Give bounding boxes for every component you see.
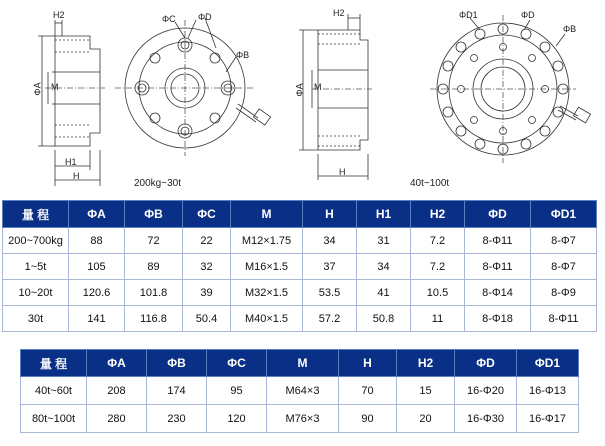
- header-cell: ΦA: [87, 350, 147, 377]
- spec-table-small: [2, 200, 597, 332]
- header-cell: ΦD: [465, 201, 531, 228]
- table-cell: 40t~60t: [21, 377, 87, 405]
- table-cell: 8-Φ11: [465, 228, 531, 254]
- left-label-m: M: [51, 82, 59, 92]
- right-side-view: [299, 14, 372, 180]
- left-label-h: H: [73, 171, 80, 181]
- table-cell: 16-Φ13: [517, 377, 579, 405]
- table-row: [3, 280, 597, 306]
- table-cell: 8-Φ7: [531, 254, 597, 280]
- table-cell: 16-Φ17: [517, 405, 579, 433]
- header-cell: H2: [397, 350, 455, 377]
- table-cell: 34: [357, 254, 411, 280]
- header-cell: ΦB: [125, 201, 183, 228]
- table-cell: 7.2: [411, 228, 465, 254]
- table-cell: 10~20t: [3, 280, 69, 306]
- table-cell: M76×3: [267, 405, 339, 433]
- table-cell: 101.8: [125, 280, 183, 306]
- table-cell: 8-Φ9: [531, 280, 597, 306]
- table-cell: M12×1.75: [231, 228, 303, 254]
- header-cell: H: [303, 201, 357, 228]
- left-label-h2: H2: [53, 10, 65, 20]
- table-row: [3, 254, 597, 280]
- table-cell: 8-Φ14: [465, 280, 531, 306]
- table-cell: 11: [411, 306, 465, 332]
- right-label-phia: ΦA: [294, 83, 305, 97]
- table-row: [21, 377, 579, 405]
- table-cell: 22: [183, 228, 231, 254]
- table-cell: 8-Φ11: [531, 306, 597, 332]
- table-cell: 208: [87, 377, 147, 405]
- right-label-h2: H2: [333, 8, 345, 18]
- left-caption: 200kg~30t: [134, 178, 181, 189]
- table-cell: 39: [183, 280, 231, 306]
- header-cell: M: [267, 350, 339, 377]
- table-cell: M16×1.5: [231, 254, 303, 280]
- header-cell: ΦA: [69, 201, 125, 228]
- table-cell: 120.6: [69, 280, 125, 306]
- right-label-h: H: [339, 167, 346, 177]
- table-cell: 8-Φ7: [531, 228, 597, 254]
- table-cell: 7.2: [411, 254, 465, 280]
- table-cell: 32: [183, 254, 231, 280]
- table-row: [21, 405, 579, 433]
- left-top-view: [115, 18, 271, 156]
- header-cell: H1: [357, 201, 411, 228]
- table-cell: 8-Φ11: [465, 254, 531, 280]
- table-cell: 70: [339, 377, 397, 405]
- header-cell: ΦB: [147, 350, 207, 377]
- right-label-phid1: ΦD1: [459, 10, 478, 20]
- table-cell: 8-Φ18: [465, 306, 531, 332]
- header-cell: ΦD1: [517, 350, 579, 377]
- table-cell: 120: [207, 405, 267, 433]
- left-label-h1: H1: [65, 157, 77, 167]
- table-cell: 105: [69, 254, 125, 280]
- table-row: [3, 228, 597, 254]
- header-cell: ΦD: [455, 350, 517, 377]
- table-cell: 16-Φ30: [455, 405, 517, 433]
- table-cell: 116.8: [125, 306, 183, 332]
- table-cell: M40×1.5: [231, 306, 303, 332]
- table-cell: 230: [147, 405, 207, 433]
- table-cell: 53.5: [303, 280, 357, 306]
- table-cell: 20: [397, 405, 455, 433]
- header-cell: ΦC: [207, 350, 267, 377]
- header-cell: M: [231, 201, 303, 228]
- left-label-phic: ΦC: [162, 14, 176, 24]
- table-cell: 72: [125, 228, 183, 254]
- right-caption: 40t~100t: [410, 178, 450, 189]
- right-label-phid: ΦD: [521, 10, 535, 20]
- table-cell: 90: [339, 405, 397, 433]
- table-header-row: [21, 350, 579, 377]
- header-cell: 量 程: [3, 201, 69, 228]
- table-cell: 88: [69, 228, 125, 254]
- header-cell: H: [339, 350, 397, 377]
- table-row: [3, 306, 597, 332]
- table-cell: 50.8: [357, 306, 411, 332]
- table-cell: 31: [357, 228, 411, 254]
- table-cell: 30t: [3, 306, 69, 332]
- left-label-phid: ΦD: [198, 12, 212, 22]
- header-cell: H2: [411, 201, 465, 228]
- header-cell: ΦC: [183, 201, 231, 228]
- table-cell: 10.5: [411, 280, 465, 306]
- spec-table-large: [20, 349, 579, 433]
- right-label-m: M: [314, 82, 322, 92]
- table-cell: M32×1.5: [231, 280, 303, 306]
- table-cell: 16-Φ20: [455, 377, 517, 405]
- table-cell: 15: [397, 377, 455, 405]
- table-cell: 141: [69, 306, 125, 332]
- header-cell: 量 程: [21, 350, 87, 377]
- table-cell: 200~700kg: [3, 228, 69, 254]
- table-cell: 280: [87, 405, 147, 433]
- table-cell: 41: [357, 280, 411, 306]
- table-cell: 37: [303, 254, 357, 280]
- table-cell: M64×3: [267, 377, 339, 405]
- table-cell: 174: [147, 377, 207, 405]
- right-label-phib: ΦB: [563, 24, 577, 34]
- table-cell: 50.4: [183, 306, 231, 332]
- table-cell: 95: [207, 377, 267, 405]
- table-cell: 1~5t: [3, 254, 69, 280]
- header-cell: ΦD1: [531, 201, 597, 228]
- table-header-row: [3, 201, 597, 228]
- right-top-view: [430, 15, 591, 163]
- technical-drawings: [0, 0, 605, 196]
- left-label-phia: ΦA: [32, 82, 43, 96]
- table-cell: 57.2: [303, 306, 357, 332]
- table-cell: 89: [125, 254, 183, 280]
- table-cell: 34: [303, 228, 357, 254]
- table-cell: 80t~100t: [21, 405, 87, 433]
- left-label-phib: ΦB: [236, 50, 250, 60]
